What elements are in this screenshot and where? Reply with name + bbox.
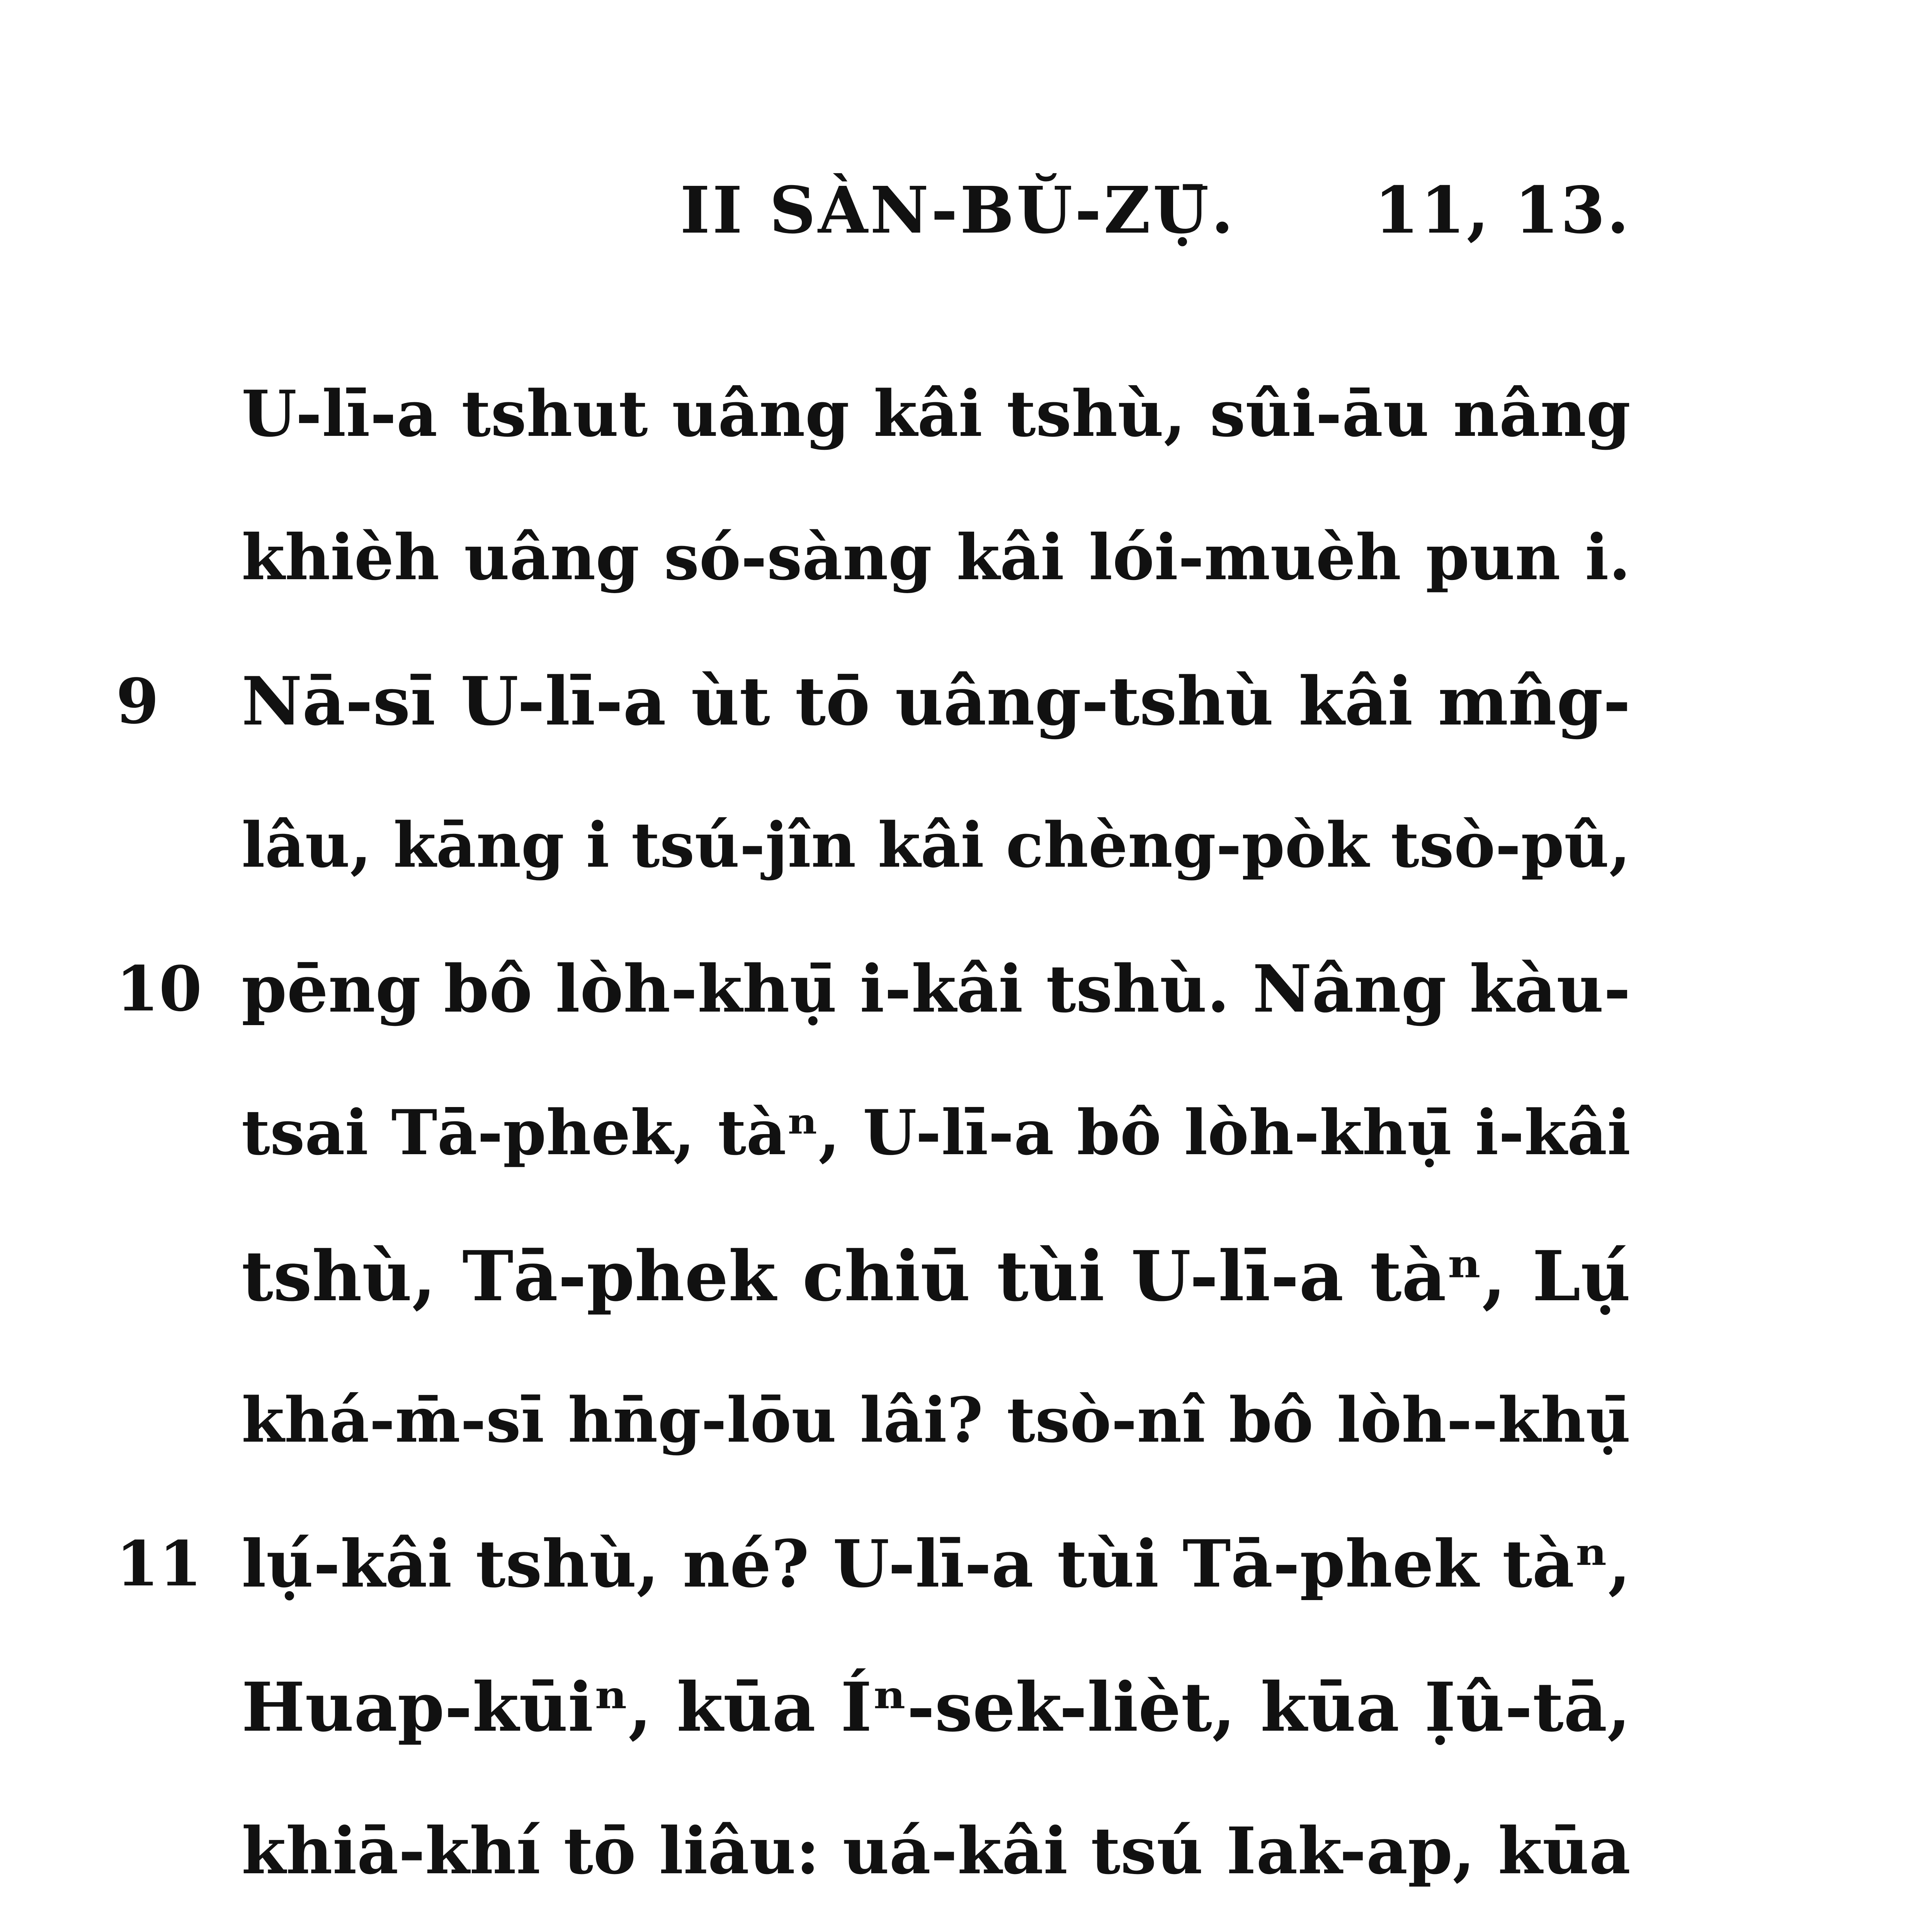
text-line: [0, 1923, 1932, 1932]
line-text: pēng bô lòh-khụ̄ i-kâi tshù. Nâng kàu-: [242, 951, 1631, 1027]
line-text: lâu, kāng i tsú-jîn kâi chèng-pòk tsò-pû,: [242, 809, 1631, 881]
line-text: tsai Tā-phek, tàⁿ, U-lī-a bô lòh-khụ̄ i-kâi: [242, 1096, 1631, 1169]
running-header: [680, 166, 1631, 255]
text-line: [0, 342, 1932, 486]
text-line: [0, 1636, 1932, 1779]
line-text: [242, 1923, 1631, 1932]
line-text: khièh uâng só-sàng kâi lói-muèh pun i.: [242, 521, 1631, 594]
text-body: [0, 342, 1932, 1932]
verse-number: 9: [116, 665, 159, 738]
line-text: U-lī-a tshut uâng kâi tshù, sûi-āu nâng: [242, 376, 1631, 451]
text-line: [0, 1204, 1932, 1348]
text-line: [0, 773, 1932, 917]
chapter-verse-reference: 11, 13.: [1374, 173, 1631, 248]
verse-number: 10: [116, 952, 202, 1025]
book-title: II SÀN-BŬ-ZỤ̄.: [680, 173, 1236, 248]
line-text: khá-m̄-sī hn̄g-lōu lâi? tsò-nî bô lòh--khụ̄: [242, 1384, 1631, 1456]
line-text: Nā-sī U-lī-a ùt tō uâng-tshù kâi mn̂g-: [242, 662, 1631, 740]
line-text: lụ́-kâi tshù, né? U-lī-a tùi Tā-phek tàⁿ,: [242, 1526, 1631, 1602]
verse-number: 11: [116, 1527, 202, 1600]
text-line: [0, 1492, 1932, 1636]
text-line: [0, 917, 1932, 1061]
line-text: tshù, Tā-phek chiū tùi U-lī-a tàⁿ, Lụ́: [242, 1236, 1631, 1316]
text-line: [0, 629, 1932, 773]
text-line: [0, 486, 1932, 629]
line-text: Huap-kūiⁿ, kūa Íⁿ-sek-lièt, kūa Ịû-tā,: [242, 1668, 1631, 1747]
text-line: [0, 1779, 1932, 1923]
text-line: [0, 1348, 1932, 1492]
line-text: khiā-khí tō liâu: uá-kâi tsú Iak-ap, kūa: [242, 1813, 1631, 1889]
text-line: [0, 1061, 1932, 1204]
